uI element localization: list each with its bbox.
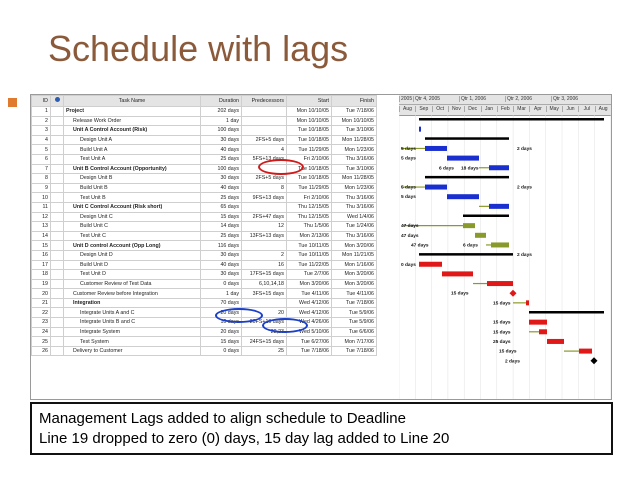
- task-bar: [475, 233, 486, 238]
- cell-id: 11: [32, 202, 51, 212]
- table-row[interactable]: [32, 222, 377, 232]
- timescale-month: Nov: [448, 106, 464, 112]
- cell-start: Fri 2/10/06: [287, 193, 332, 203]
- table-row[interactable]: [32, 116, 377, 126]
- table-row[interactable]: [32, 318, 377, 328]
- cell-start: Wed 4/12/06: [287, 298, 332, 308]
- cell-finish: Tue 3/10/06: [332, 126, 377, 136]
- timescale-month: Feb: [497, 106, 513, 112]
- cell-start: Tue 6/27/06: [287, 337, 332, 347]
- cell-duration: 0 days: [201, 346, 242, 356]
- caption-line-2: Line 19 dropped to zero (0) days, 15 day lag added to Line 20: [39, 430, 450, 447]
- bar-label: 25 days: [493, 339, 511, 345]
- summary-bar: [425, 176, 509, 179]
- cell-indicator: [51, 289, 64, 299]
- cell-duration: 14 days: [201, 222, 242, 232]
- cell-indicator: [51, 241, 64, 251]
- cell-predecessors: 13FS+13 days: [242, 231, 287, 241]
- cell-start: Fri 2/10/06: [287, 154, 332, 164]
- cell-start: Mon 10/10/05: [287, 116, 332, 126]
- timescale-month: Jan: [481, 106, 497, 112]
- cell-task-name: Build Unit B: [64, 183, 201, 193]
- bar-label: 2 days: [505, 359, 520, 365]
- cell-predecessors: 2: [242, 250, 287, 260]
- table-row[interactable]: [32, 346, 377, 356]
- cell-start: Tue 10/11/05: [287, 241, 332, 251]
- cell-id: 14: [32, 231, 51, 241]
- cell-finish: Wed 1/4/06: [332, 212, 377, 222]
- cell-indicator: [51, 164, 64, 174]
- bar-label: 5 days: [401, 185, 416, 191]
- cell-duration: 30 days: [201, 270, 242, 280]
- cell-indicator: [51, 298, 64, 308]
- cell-duration: 15 days: [201, 212, 242, 222]
- cell-id: 8: [32, 174, 51, 184]
- cell-start: Thu 12/15/05: [287, 212, 332, 222]
- cell-finish: Tue 5/9/06: [332, 318, 377, 328]
- cell-finish: Thu 3/16/06: [332, 202, 377, 212]
- cell-finish: Tue 1/24/06: [332, 222, 377, 232]
- cell-duration: 30 days: [201, 135, 242, 145]
- cell-task-name: Test Unit C: [64, 231, 201, 241]
- task-bar: [419, 127, 421, 132]
- task-bar: [487, 281, 513, 286]
- task-bar: [529, 320, 547, 325]
- cell-id: 1: [32, 107, 51, 117]
- bar-label: 15 days: [493, 301, 511, 307]
- header-finish[interactable]: Finish: [332, 96, 377, 107]
- cell-task-name: Customer Review of Test Data: [64, 279, 201, 289]
- table-row[interactable]: [32, 145, 377, 155]
- cell-predecessors: 24FS+15 days: [242, 337, 287, 347]
- table-row[interactable]: [32, 183, 377, 193]
- cell-start: Wed 5/10/06: [287, 327, 332, 337]
- timescale-quarter: Qtr 2, 2006: [505, 96, 551, 102]
- cell-id: 10: [32, 193, 51, 203]
- cell-task-name: Delivery to Customer: [64, 346, 201, 356]
- bar-label: 47 days: [401, 233, 419, 239]
- cell-start: Mon 2/13/06: [287, 231, 332, 241]
- cell-start: Thu 12/15/05: [287, 202, 332, 212]
- cell-predecessors: 2FS+5 days: [242, 135, 287, 145]
- cell-duration: 0 days: [201, 279, 242, 289]
- table-row[interactable]: [32, 154, 377, 164]
- cell-duration: 100 days: [201, 164, 242, 174]
- cell-duration: 1 day: [201, 289, 242, 299]
- cell-task-name: Test Unit B: [64, 193, 201, 203]
- cell-predecessors: 25: [242, 346, 287, 356]
- cell-start: Tue 11/29/05: [287, 183, 332, 193]
- bar-label: 5 days: [401, 195, 416, 201]
- table-row[interactable]: [32, 212, 377, 222]
- highlight-ring-line19: [215, 308, 263, 323]
- cell-finish: Tue 7/18/06: [332, 107, 377, 117]
- cell-task-name: Design Unit B: [64, 174, 201, 184]
- cell-duration: 25 days: [201, 154, 242, 164]
- cell-task-name: Release Work Order: [64, 116, 201, 126]
- table-row[interactable]: [32, 107, 377, 117]
- highlight-ring-line20: [262, 318, 308, 333]
- header-id[interactable]: ID: [32, 96, 51, 107]
- cell-indicator: [51, 116, 64, 126]
- cell-predecessors: 16: [242, 260, 287, 270]
- bar-label: 15 days: [451, 291, 469, 297]
- cell-indicator: [51, 174, 64, 184]
- cell-start: Thu 1/5/06: [287, 222, 332, 232]
- cell-id: 9: [32, 183, 51, 193]
- cell-start: Wed 4/12/06: [287, 308, 332, 318]
- cell-id: 18: [32, 270, 51, 280]
- cell-finish: Tue 4/11/06: [332, 289, 377, 299]
- cell-predecessors: 5FS+13 days: [242, 154, 287, 164]
- cell-finish: Thu 3/16/06: [332, 193, 377, 203]
- cell-finish: Tue 3/10/06: [332, 164, 377, 174]
- cell-task-name: Design Unit C: [64, 212, 201, 222]
- table-row[interactable]: [32, 202, 377, 212]
- cell-duration: 30 days: [201, 250, 242, 260]
- cell-indicator: [51, 279, 64, 289]
- cell-duration: 202 days: [201, 107, 242, 117]
- bar-label: 18 days: [461, 166, 479, 172]
- cell-indicator: [51, 346, 64, 356]
- cell-indicator: [51, 183, 64, 193]
- cell-start: Tue 4/11/06: [287, 289, 332, 299]
- timescale-month: Oct: [432, 106, 448, 112]
- timescale-month: Dec: [464, 106, 480, 112]
- task-bar: [463, 223, 475, 228]
- cell-finish: Mon 1/16/06: [332, 260, 377, 270]
- info-icon: [55, 97, 60, 102]
- table-row[interactable]: [32, 260, 377, 270]
- task-bar: [547, 339, 564, 344]
- bar-label: 5 days: [401, 156, 416, 162]
- cell-task-name: Integrate Units B and C: [64, 318, 201, 328]
- milestone-diamond: [510, 290, 517, 297]
- cell-duration: 100 days: [201, 126, 242, 136]
- cell-finish: Mon 10/10/05: [332, 116, 377, 126]
- cell-id: 5: [32, 145, 51, 155]
- cell-indicator: [51, 145, 64, 155]
- cell-predecessors: [242, 298, 287, 308]
- cell-id: 4: [32, 135, 51, 145]
- timescale-quarter: Qtr 3, 2006: [551, 96, 611, 102]
- timescale-month: Mar: [513, 106, 529, 112]
- cell-finish: Thu 3/16/06: [332, 231, 377, 241]
- cell-task-name: Test System: [64, 337, 201, 347]
- cell-start: Tue 10/11/05: [287, 250, 332, 260]
- header-predecessors[interactable]: Predecessors: [242, 96, 287, 107]
- cell-task-name: Integration: [64, 298, 201, 308]
- table-row[interactable]: [32, 327, 377, 337]
- cell-duration: 40 days: [201, 183, 242, 193]
- cell-finish: Mon 1/23/06: [332, 145, 377, 155]
- summary-bar: [463, 215, 509, 218]
- cell-task-name: Test Unit D: [64, 270, 201, 280]
- cell-task-name: Customer Review before Integration: [64, 289, 201, 299]
- bullet-square-icon: [8, 98, 17, 107]
- table-row[interactable]: [32, 289, 377, 299]
- cell-indicator: [51, 135, 64, 145]
- cell-finish: Thu 3/16/06: [332, 154, 377, 164]
- cell-duration: 10 days: [201, 318, 242, 328]
- task-bar: [425, 146, 447, 151]
- cell-task-name: Unit A Control Account (Risk): [64, 126, 201, 136]
- cell-duration: 40 days: [201, 260, 242, 270]
- cell-duration: 25 days: [201, 231, 242, 241]
- bar-label: 2 days: [517, 185, 532, 191]
- cell-finish: Tue 7/18/06: [332, 298, 377, 308]
- cell-indicator: [51, 154, 64, 164]
- cell-predecessors: 2FS+47 days: [242, 212, 287, 222]
- summary-bar: [425, 137, 509, 140]
- table-row[interactable]: [32, 270, 377, 280]
- cell-duration: 20 days: [201, 308, 242, 318]
- task-bar: [489, 204, 509, 209]
- cell-predecessors: 22,23: [242, 327, 287, 337]
- cell-id: 12: [32, 212, 51, 222]
- cell-id: 24: [32, 327, 51, 337]
- caption-line-1: Management Lags added to align schedule to Deadline: [39, 410, 406, 427]
- bar-label: 6 days: [439, 166, 454, 172]
- cell-duration: 25 days: [201, 193, 242, 203]
- cell-predecessors: [242, 107, 287, 117]
- cell-predecessors: [242, 126, 287, 136]
- cell-id: 20: [32, 289, 51, 299]
- cell-task-name: Unit D control Account (Opp Long): [64, 241, 201, 251]
- cell-duration: 20 days: [201, 327, 242, 337]
- table-row[interactable]: [32, 174, 377, 184]
- cell-task-name: Integrate Units A and C: [64, 308, 201, 318]
- cell-start: Mon 3/20/06: [287, 279, 332, 289]
- cell-finish: Tue 6/6/06: [332, 327, 377, 337]
- cell-id: 15: [32, 241, 51, 251]
- task-bar: [491, 242, 509, 247]
- cell-finish: Mon 11/21/05: [332, 250, 377, 260]
- cell-id: 22: [32, 308, 51, 318]
- cell-start: Tue 10/18/05: [287, 135, 332, 145]
- table-row[interactable]: [32, 193, 377, 203]
- cell-indicator: [51, 260, 64, 270]
- timescale-month: Aug: [399, 106, 415, 112]
- table-row[interactable]: [32, 126, 377, 136]
- table-row[interactable]: [32, 308, 377, 318]
- table-row[interactable]: [32, 241, 377, 251]
- cell-duration: 1 day: [201, 116, 242, 126]
- cell-id: 7: [32, 164, 51, 174]
- cell-finish: Mon 7/17/06: [332, 337, 377, 347]
- cell-finish: Mon 3/20/06: [332, 270, 377, 280]
- timescale-month: Jul: [578, 106, 594, 112]
- cell-id: 13: [32, 222, 51, 232]
- cell-duration: 30 days: [201, 174, 242, 184]
- cell-id: 3: [32, 126, 51, 136]
- cell-start: Tue 2/7/06: [287, 270, 332, 280]
- cell-indicator: [51, 337, 64, 347]
- cell-predecessors: 2FS+5 days: [242, 174, 287, 184]
- cell-task-name: Build Unit C: [64, 222, 201, 232]
- cell-start: Tue 11/22/05: [287, 260, 332, 270]
- cell-indicator: [51, 202, 64, 212]
- cell-id: 6: [32, 154, 51, 164]
- highlight-ring-line4: [258, 159, 304, 175]
- cell-predecessors: [242, 116, 287, 126]
- timescale-quarter: Qtr 4, 2005: [413, 96, 459, 102]
- header-indicator[interactable]: [51, 96, 64, 107]
- timescale-month: Apr: [529, 106, 545, 112]
- bar-label: 5 days: [401, 146, 416, 152]
- table-row[interactable]: [32, 337, 377, 347]
- cell-start: Tue 10/18/05: [287, 126, 332, 136]
- cell-indicator: [51, 327, 64, 337]
- cell-predecessors: 9FS+13 days: [242, 193, 287, 203]
- cell-indicator: [51, 107, 64, 117]
- cell-start: Tue 7/18/06: [287, 346, 332, 356]
- header-task-name[interactable]: Task Name: [64, 96, 201, 107]
- cell-task-name: Design Unit D: [64, 250, 201, 260]
- cell-predecessors: 3FS+15 days: [242, 289, 287, 299]
- cell-indicator: [51, 250, 64, 260]
- cell-finish: Mon 11/28/05: [332, 174, 377, 184]
- task-bar: [489, 165, 509, 170]
- cell-predecessors: 6,10,14,18: [242, 279, 287, 289]
- header-duration[interactable]: Duration: [201, 96, 242, 107]
- task-bar: [579, 349, 592, 354]
- cell-task-name: Unit C Control Account (Risk short): [64, 202, 201, 212]
- cell-indicator: [51, 318, 64, 328]
- summary-bar: [419, 118, 604, 121]
- bar-label: 47 days: [411, 243, 429, 249]
- cell-indicator: [51, 270, 64, 280]
- table-row[interactable]: [32, 279, 377, 289]
- cell-id: 2: [32, 116, 51, 126]
- timescale-month: Sep: [415, 106, 431, 112]
- cell-indicator: [51, 212, 64, 222]
- task-bar: [442, 271, 473, 276]
- cell-indicator: [51, 126, 64, 136]
- cell-task-name: Build Unit D: [64, 260, 201, 270]
- cell-id: 19: [32, 279, 51, 289]
- cell-start: Mon 10/10/05: [287, 107, 332, 117]
- cell-finish: Tue 5/9/06: [332, 308, 377, 318]
- cell-task-name: Build Unit A: [64, 145, 201, 155]
- timescale-quarter: 2005: [401, 96, 413, 102]
- bar-label: 47 days: [401, 224, 419, 230]
- cell-finish: Tue 7/18/06: [332, 346, 377, 356]
- cell-indicator: [51, 222, 64, 232]
- summary-bar: [419, 253, 513, 256]
- cell-duration: 65 days: [201, 202, 242, 212]
- cell-finish: Mon 3/20/06: [332, 241, 377, 251]
- cell-task-name: Unit B Control Account (Opportunity): [64, 164, 201, 174]
- task-bar: [425, 185, 447, 190]
- task-bar: [419, 262, 442, 267]
- cell-predecessors: 4: [242, 145, 287, 155]
- table-row[interactable]: [32, 135, 377, 145]
- cell-id: 23: [32, 318, 51, 328]
- cell-indicator: [51, 193, 64, 203]
- summary-bar: [529, 311, 604, 314]
- cell-task-name: Integrate System: [64, 327, 201, 337]
- cell-task-name: Project: [64, 107, 201, 117]
- caption-box: [30, 402, 613, 455]
- cell-finish: Mon 1/23/06: [332, 183, 377, 193]
- cell-indicator: [51, 231, 64, 241]
- bar-label: 15 days: [493, 320, 511, 326]
- header-start[interactable]: Start: [287, 96, 332, 107]
- cell-predecessors: [242, 241, 287, 251]
- cell-id: 26: [32, 346, 51, 356]
- cell-predecessors: 17FS+15 days: [242, 270, 287, 280]
- cell-predecessors: [242, 202, 287, 212]
- bar-label: 6 days: [463, 243, 478, 249]
- cell-predecessors: 8: [242, 183, 287, 193]
- cell-id: 16: [32, 250, 51, 260]
- milestone-diamond: [591, 357, 598, 364]
- bar-label: 2 days: [517, 146, 532, 152]
- table-header-row: [32, 96, 377, 107]
- cell-predecessors: 20: [242, 308, 287, 318]
- bar-label: 15 days: [493, 330, 511, 336]
- cell-task-name: Design Unit A: [64, 135, 201, 145]
- cell-start: Wed 4/26/06: [287, 318, 332, 328]
- cell-start: Tue 10/18/05: [287, 164, 332, 174]
- gantt-chart: [30, 94, 612, 400]
- timescale-month: Jun: [562, 106, 578, 112]
- cell-finish: Mon 3/20/06: [332, 279, 377, 289]
- timescale-month: Aug: [595, 106, 611, 112]
- slide-title: Schedule with lags: [48, 28, 349, 69]
- bar-label: 15 days: [499, 349, 517, 355]
- table-row[interactable]: [32, 231, 377, 241]
- task-bar: [539, 329, 547, 334]
- table-row[interactable]: [32, 298, 377, 308]
- bar-label: 2 days: [517, 253, 532, 259]
- task-bar: [447, 156, 479, 161]
- cell-indicator: [51, 308, 64, 318]
- cell-predecessors: 20FS+10 days: [242, 318, 287, 328]
- task-bar: [526, 300, 529, 305]
- cell-start: Tue 10/18/05: [287, 174, 332, 184]
- cell-task-name: Test Unit A: [64, 154, 201, 164]
- cell-duration: 40 days: [201, 145, 242, 155]
- cell-start: Tue 11/29/05: [287, 145, 332, 155]
- timescale-month: May: [546, 106, 562, 112]
- table-row[interactable]: [32, 164, 377, 174]
- timescale-quarter: Qtr 1, 2006: [459, 96, 505, 102]
- cell-predecessors: 12: [242, 222, 287, 232]
- table-row[interactable]: [32, 250, 377, 260]
- cell-id: 21: [32, 298, 51, 308]
- gantt-bars: [399, 95, 611, 399]
- cell-duration: 15 days: [201, 337, 242, 347]
- cell-finish: Mon 11/28/05: [332, 135, 377, 145]
- bar-label: 0 days: [401, 262, 416, 268]
- cell-id: 17: [32, 260, 51, 270]
- task-table: [31, 95, 377, 356]
- task-bar: [447, 194, 479, 199]
- cell-duration: 116 days: [201, 241, 242, 251]
- cell-duration: 70 days: [201, 298, 242, 308]
- cell-id: 25: [32, 337, 51, 347]
